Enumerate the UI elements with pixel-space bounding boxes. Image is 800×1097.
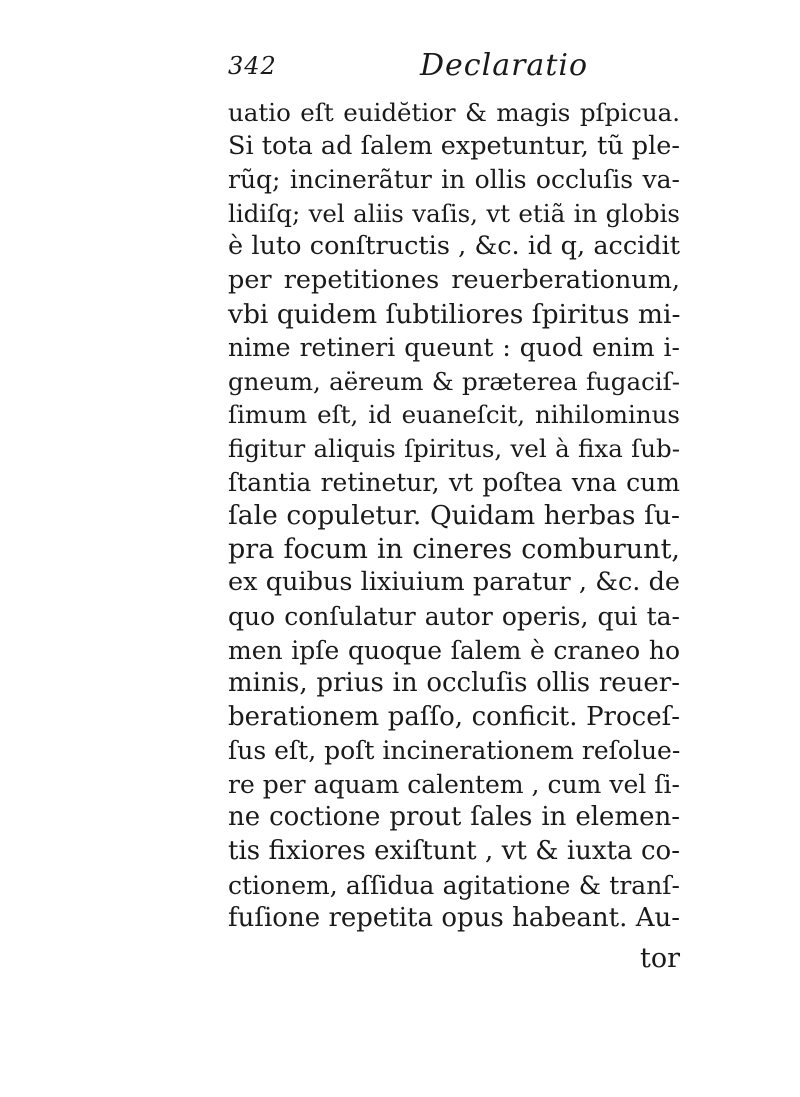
- catchword: tor: [640, 943, 681, 974]
- text-line: ſtantia retinetur, vt poſtea vna cum: [228, 467, 680, 497]
- page-number: 342: [228, 52, 277, 80]
- running-head: [228, 48, 688, 88]
- body-text: [228, 96, 680, 936]
- text-line: nime retineri queunt : quod enim i-: [228, 333, 680, 363]
- text-line: lidiſq; vel aliis vaſis, vt etiã in globis: [228, 198, 680, 228]
- text-line: pra focum in cineres comburunt,: [228, 533, 680, 565]
- text-line: vbi quidem ſubtiliores ſpiritus mi-: [228, 298, 681, 330]
- text-line: è luto conſtructis , &c. id q, accidit: [228, 231, 680, 262]
- text-line: men ipſe quoque ſalem è craneo ho: [228, 635, 680, 665]
- text-line: ne coctione prout ſales in elemen-: [228, 802, 680, 833]
- text-line: ſale copuletur. Quidam herbas ſu-: [228, 500, 680, 532]
- text-line: minis, prius in occluſis ollis reuer-: [228, 668, 680, 699]
- text-line: ctionem, aſſidua agitatione & tranſ-: [228, 870, 680, 900]
- text-line: gneum, aëreum & præterea fugaciſ-: [228, 366, 680, 396]
- text-line: figitur aliquis ſpiritus, vel à fixa ſub-: [228, 433, 680, 463]
- text-line: per repetitiones reuerberationum,: [228, 264, 680, 295]
- text-line: fuſione repetita opus habeant. Au-: [228, 903, 680, 934]
- text-line: Si tota ad ſalem expetuntur, tũ ple-: [228, 130, 680, 161]
- text-line: ex quibus lixiuium paratur , &c. de: [228, 567, 680, 598]
- text-line: ſus eſt, poſt incinerationem reſolue-: [228, 736, 681, 766]
- text-line: ſimum eſt, id euaneſcit, nihilominus: [228, 400, 680, 430]
- text-line: rũq; incinerãtur in ollis occluſis va-: [228, 165, 680, 195]
- text-line: quo conſulatur autor operis, qui ta-: [228, 601, 680, 631]
- text-line: berationem paſſo, conficit. Proceſ-: [228, 701, 680, 732]
- text-line: uatio eſt euidĕtior & magis pſpicua.: [228, 98, 680, 127]
- text-line: re per aquam calentem , cum vel ſi-: [228, 769, 680, 799]
- text-line: tis fixiores exiſtunt , vt & iuxta co-: [228, 836, 680, 867]
- page-title: Declaratio: [420, 48, 589, 83]
